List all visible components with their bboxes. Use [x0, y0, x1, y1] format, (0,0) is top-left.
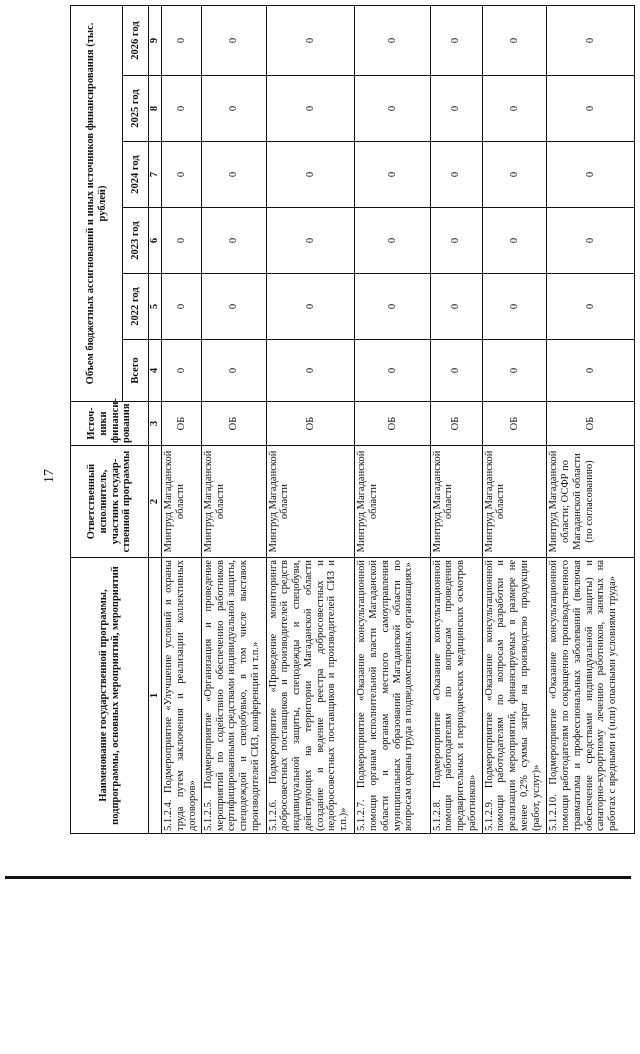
- table-row: [266, 5, 355, 833]
- column-index-row: [149, 5, 162, 833]
- row-name: 5.1.2.5. Подмероприятие «Организация и проведение мероприятий по содействию обеспечению работников сертифицированными средствами индивидуальной защиты, спецодеждой и спецобувью, в том числе выставок производителей СИЗ, конференций и т.п.»: [201, 558, 266, 834]
- row-value: 0: [201, 5, 266, 75]
- row-responsible: Минтруд Магаданской области: [266, 446, 355, 558]
- row-value: 0: [355, 5, 430, 75]
- table-row: [201, 5, 266, 833]
- row-value: 0: [547, 142, 635, 208]
- column-index: 2: [149, 446, 162, 558]
- column-index: 8: [149, 76, 162, 142]
- row-value: 0: [355, 76, 430, 142]
- row-source: ОБ: [355, 402, 430, 446]
- row-value: 0: [547, 274, 635, 340]
- row-source: ОБ: [430, 402, 482, 446]
- row-value: 0: [355, 274, 430, 340]
- column-index: 3: [149, 402, 162, 446]
- header-total: Всего: [123, 340, 149, 402]
- row-value: 0: [430, 208, 482, 274]
- row-value: 0: [355, 142, 430, 208]
- row-value: 0: [266, 5, 355, 75]
- row-value: 0: [266, 76, 355, 142]
- row-value: 0: [482, 274, 547, 340]
- table-row: [547, 5, 635, 833]
- row-value: 0: [201, 76, 266, 142]
- row-value: 0: [266, 208, 355, 274]
- row-value: 0: [430, 274, 482, 340]
- column-index: 6: [149, 208, 162, 274]
- table-row: [355, 5, 430, 833]
- horizontal-rule: [5, 876, 631, 879]
- row-value: 0: [162, 5, 202, 75]
- row-source: ОБ: [482, 402, 547, 446]
- row-value: 0: [201, 208, 266, 274]
- row-name: 5.1.2.4. Подмероприятие «Улучшение условий и охраны труда путем заключения и реализации коллективных договоров»: [162, 558, 202, 834]
- row-value: 0: [482, 208, 547, 274]
- table-row: [430, 5, 482, 833]
- page-number: 17: [42, 469, 57, 483]
- column-index: 1: [149, 558, 162, 834]
- row-source: ОБ: [266, 402, 355, 446]
- table-row: [162, 5, 202, 833]
- row-value: 0: [547, 208, 635, 274]
- table-container: [70, 6, 635, 834]
- row-value: 0: [482, 76, 547, 142]
- row-responsible: Минтруд Магаданской области: [201, 446, 266, 558]
- column-index: 5: [149, 274, 162, 340]
- row-value: 0: [201, 340, 266, 402]
- row-value: 0: [355, 340, 430, 402]
- row-name: 5.1.2.7. Подмероприятие «Оказание консультационной помощи органам исполнительной власти Магаданской области и органам местного самоуправления муниципальных образований Магаданской области по вопросам охраны труда в подведомственных организациях»: [355, 558, 430, 834]
- row-value: 0: [266, 340, 355, 402]
- row-value: 0: [355, 208, 430, 274]
- row-value: 0: [266, 142, 355, 208]
- row-responsible: Минтруд Магаданской области; ОСФР по Магаданской области (по согласованию): [547, 446, 635, 558]
- row-source: ОБ: [162, 402, 202, 446]
- header-source: Источ-ники финанси-рования: [71, 402, 149, 446]
- rotated-table-frame: [70, 6, 635, 834]
- row-value: 0: [162, 142, 202, 208]
- row-value: 0: [162, 208, 202, 274]
- header-year: 2025 год: [123, 76, 149, 142]
- row-source: ОБ: [201, 402, 266, 446]
- row-value: 0: [162, 340, 202, 402]
- column-index: 9: [149, 5, 162, 75]
- header-name: Наименование государственной программы, подпрограммы, основных мероприятий, мероприятий: [71, 558, 149, 834]
- row-name: 5.1.2.6. Подмероприятие «Проведение мониторинга добросовестных поставщиков и производителей средств индивидуальной защиты, спецодежды и спецобуви, действующих на территории Магаданской области (создание и ведение реестра добросовестных и недобросовестных поставщиков и производителей СИЗ и т.п.)»: [266, 558, 355, 834]
- column-index: 7: [149, 142, 162, 208]
- row-source: ОБ: [547, 402, 635, 446]
- header-volume: Объем бюджетных ассигнований и иных источников финансирования (тыс. рублей): [71, 5, 123, 401]
- row-responsible: Минтруд Магаданской области: [355, 446, 430, 558]
- row-value: 0: [482, 142, 547, 208]
- row-value: 0: [430, 340, 482, 402]
- header-year: 2022 год: [123, 274, 149, 340]
- row-name: 5.1.2.8. Подмероприятие «Оказание консультационной помощи работодателям по вопросам проведения предварительных и периодических медицинских осмотров работников»: [430, 558, 482, 834]
- header-year: 2024 год: [123, 142, 149, 208]
- row-responsible: Минтруд Магаданской области: [482, 446, 547, 558]
- row-responsible: Минтруд Магаданской области: [430, 446, 482, 558]
- header-responsible: Ответственный исполнитель, участник государ-ственной программы: [71, 446, 149, 558]
- funding-table: [70, 5, 635, 834]
- row-value: 0: [430, 142, 482, 208]
- table-row: [482, 5, 547, 833]
- row-value: 0: [266, 274, 355, 340]
- row-name: 5.1.2.9. Подмероприятие «Оказание консультационной помощи работодателям по вопросам разработки и реализации мероприятий, финансируемых в размере не менее 0,2% суммы затрат на производство продукции (работ, услуг)»: [482, 558, 547, 834]
- row-value: 0: [547, 5, 635, 75]
- row-name: 5.1.2.10. Подмероприятие «Оказание консультационной помощи работодателям по сокращению производственного травматизма и профессиональных заболеваний (включая обеспечение средствами индивидуальной защиты) и санаторно-курортному лечению работников, занятых на работах с вредными и (или) опасными условиями труда»: [547, 558, 635, 834]
- row-value: 0: [547, 340, 635, 402]
- row-value: 0: [430, 5, 482, 75]
- row-value: 0: [482, 5, 547, 75]
- header-year: 2026 год: [123, 5, 149, 75]
- column-index: 4: [149, 340, 162, 402]
- header-year: 2023 год: [123, 208, 149, 274]
- row-value: 0: [162, 76, 202, 142]
- row-value: 0: [201, 142, 266, 208]
- row-value: 0: [430, 76, 482, 142]
- row-value: 0: [547, 76, 635, 142]
- row-value: 0: [482, 340, 547, 402]
- row-value: 0: [201, 274, 266, 340]
- row-value: 0: [162, 274, 202, 340]
- row-responsible: Минтруд Магаданской области: [162, 446, 202, 558]
